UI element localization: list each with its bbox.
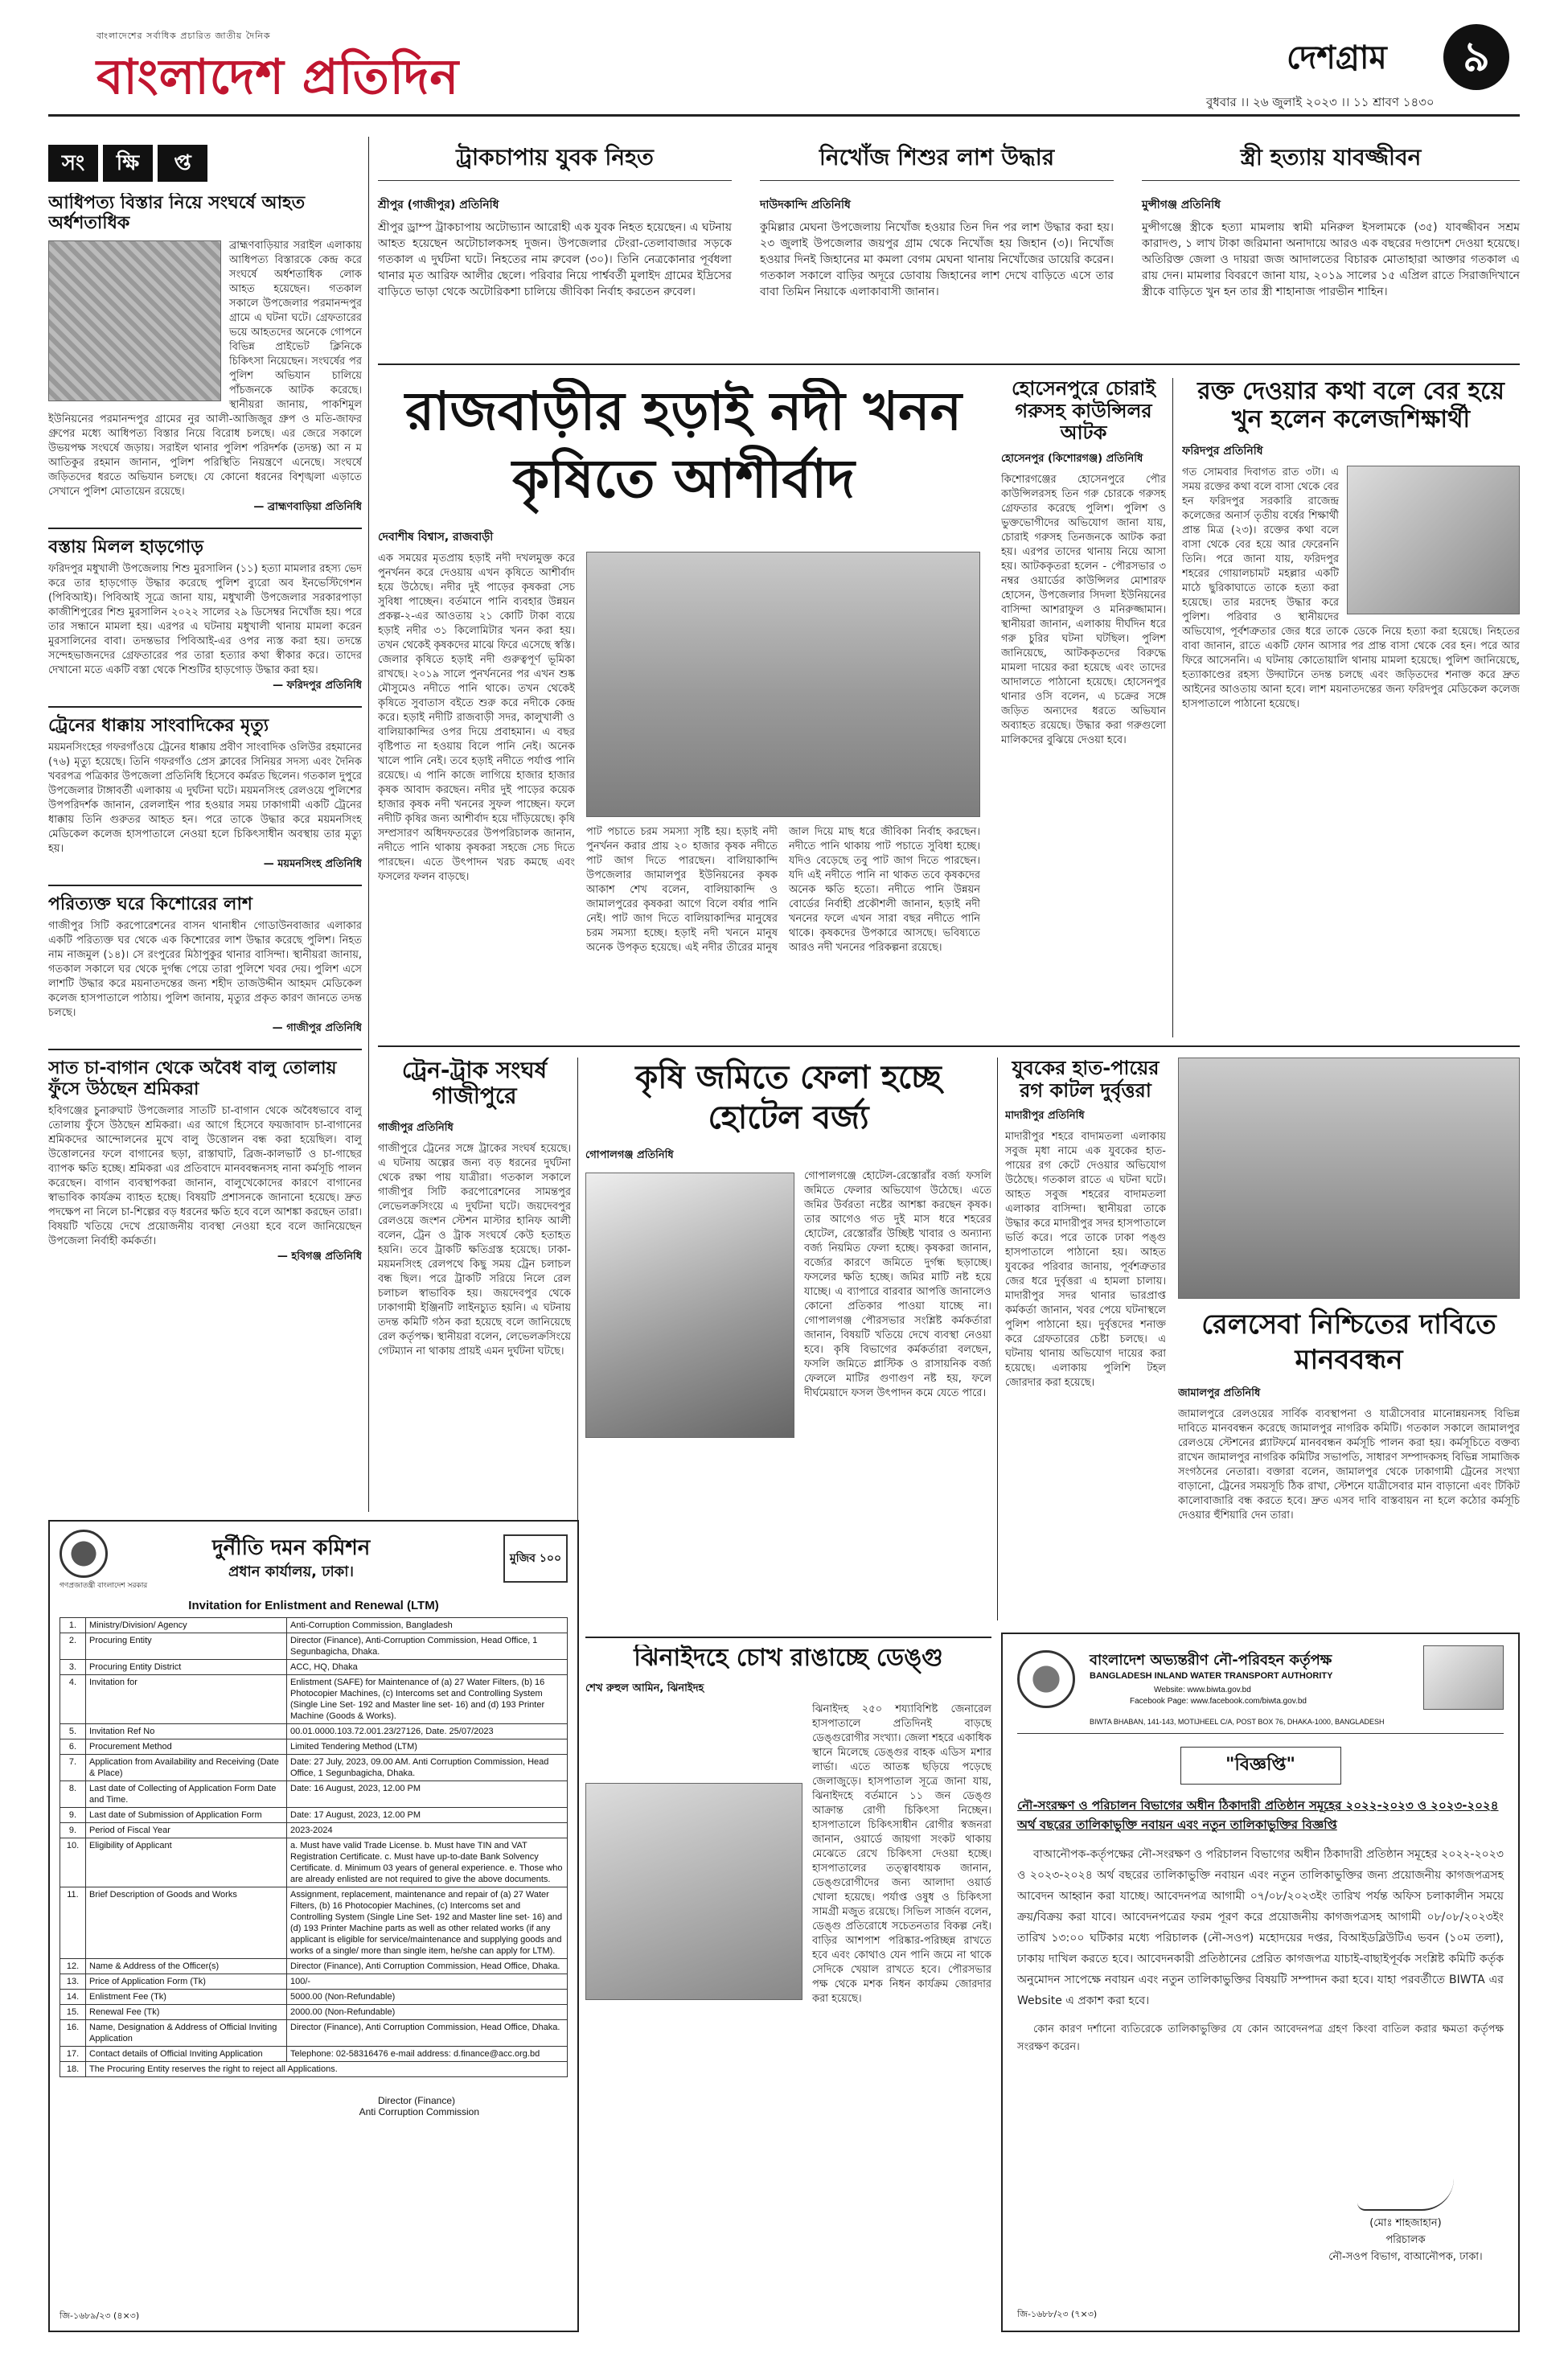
story-chor [1001, 378, 1166, 1037]
ltm-row [60, 2020, 568, 2047]
ltm-row-label: Last date of Collecting of Application Form Date and Time. [86, 1781, 287, 1808]
ltm-row-value: Anti-Corruption Commission, Bangladesh [287, 1618, 568, 1633]
top-story-title: নিখোঁজ শিশুর লাশ উদ্ধার [760, 137, 1114, 181]
ltm-row-value: Limited Tendering Method (LTM) [287, 1739, 568, 1755]
ltm-row-number: 4. [60, 1675, 86, 1724]
story-title: কৃষি জমিতে ফেলা হচ্ছে হোটেল বর্জ্য [635, 1059, 942, 1136]
ltm-heading: Invitation for Enlistment and Renewal (LTM) [188, 1599, 439, 1612]
top-story-1 [378, 137, 732, 354]
mujib-portrait [1423, 1645, 1504, 1710]
lead-photo [586, 552, 980, 817]
ltm-row-number: 16. [60, 2020, 86, 2047]
biwta-website: Website: www.biwta.gov.bd [1154, 1686, 1251, 1694]
story-body: মাদারীপুর শহরে বাদামতলা এলাকায় সবুজ মৃধা নামে এক যুবকের হাত-পায়ের রগ কেটে দেওয়ার অভিযোগ উঠেছে। গতকাল রাতে এ ঘটনা ঘটে। আহত সবুজ শহরের বাদামতলা এলাকার বাসিন্দা। স্থানীয়রা তাকে উদ্ধার করে মাদারীপুর সদর হাসপাতালে ভর্তি করে। পরে তাকে ঢাকা পঙ্গু হাসপাতালে পাঠানো হয়। আহত যুবকের পরিবার জানায়, পূর্বশত্রুতার জের ধরে দুর্বৃত্তরা এ হামলা চালায়। মাদারীপুর সদর থানার ভারপ্রাপ্ত কর্মকর্তা জানান, খবর পেয়ে ঘটনাস্থলে পুলিশ পাঠানো হয়। দুর্বৃত্তদের শনাক্ত করে গ্রেফতারের চেষ্টা চলছে। এ ঘটনায় থানায় অভিযোগ দায়ের করা হয়েছে। এলাকায় পুলিশি টহল জোরদার করা হয়েছে। [1005, 1131, 1166, 1390]
bd-govt-logo-icon [60, 1530, 108, 1578]
story-body: কিশোরগঞ্জের হোসেনপুরে পৌর কাউন্সিলরসহ তিন গরু চোরকে গরুসহ গ্রেফতার করেছে পুলিশ। পুলিশ ও ভুক্তভোগীদের অভিযোগ জানা যায়, চোরাই গরুসহ তিনজনকে আটক করা হয়। এরপর তাদের থানায় নিয়ে আসা হয়। আটককৃতরা হলেন - পৌরসভার ৩ নম্বর ওয়ার্ডের কাউন্সিলর মোশারফ হোসেন, উপজেলার সিদলা ইউনিয়নের বাসিন্দা আশরাফুল ও মনিরুজ্জামান। স্থানীয়রা জানান, এলাকায় দীর্ঘদিন ধরে গরু চুরির ঘটনা ঘটছিল। পুলিশ জানিয়েছে, আটককৃতদের বিরুদ্ধে মামলা দায়ের করা হয়েছে এবং তাদের আদালতে পাঠানো হয়েছে। হোসেনপুর থানার ওসি বলেন, এ চক্রের সঙ্গে জড়িত অন্যদের ধরতে অভিযান অব্যাহত রয়েছে। উদ্ধার করা গরুগুলো মালিকদের বুঝিয়ে দেওয়া হবে। [1001, 473, 1166, 746]
ltm-row-value: Director (Finance), Anti Corruption Commission, Head Office, Dhaka. [287, 1959, 568, 1974]
ltm-row-label: Enlistment Fee (Tk) [86, 1990, 287, 2005]
biwta-body: বাআনৌপক-কর্তৃপক্ষের নৌ-সংরক্ষণ ও পরিচালন বিভাগের অধীন ঠিকাদারী প্রতিষ্ঠান সমূহের ২০২২-২০২৩ ও ২০২৩-২০২৪ অর্থ বছরের তালিকাভুক্তি নবায়ন এবং নতুন তালিকাভুক্তির জন্য প্রয়োজনীয় কাগজপত্রসহ আবেদন আহ্বান করা যাচ্ছে। আবেদনপত্র আগামী ০৭/০৮/২০২৩ইং তারিখ পর্যন্ত অফিস চলাকালীন সময়ে ক্রয়/বিক্রয় করা যাবে। আবেদনপত্রের ফরম পূরণ করে প্রয়োজনীয় কাগজপত্রসহ আগামী ০৮/০৮/২০২৩ইং তারিখ ১৩:০০ ঘটিকার মধ্যে পরিচালক (নৌ-সওপ) মহোদয়ের দপ্তর, বিআইডব্লিউটিএ ভবন (১০ম তলা), ঢাকায় দাখিল করতে হবে। আবেদনকারী প্রতিষ্ঠানের প্রেরিত কাগজপত্র যাচাই-বাছাইপূর্বক সংশ্লিষ্ট কমিটি কর্তৃক অনুমোদন সাপেক্ষে নবায়ন এবং নতুন তালিকাভুক্তির বিষয়টি সম্পাদন করা হবে। যাহা পরবর্তীতে BIWTA এর Website এ প্রকাশ করা হবে। [1017, 1848, 1504, 2007]
story-body: ঝিনাইদহ ২৫০ শয্যাবিশিষ্ট জেনারেল হাসপাতালে প্রতিদিনই বাড়ছে ডেঙ্গুরোগীর সংখ্যা। জেলা শহরে একাধিক স্থানে মিলেছে ডেঙ্গুর বাহক এডিস মশার লার্ভা। এতে আতঙ্ক ছড়িয়ে পড়েছে জেলাজুড়ে। হাসপাতাল সূত্রে জানা যায়, ঝিনাইদহে বর্তমানে ১১ জন ডেঙ্গু আক্রান্ত রোগী চিকিৎসা নিচ্ছেন। হাসপাতালে চিকিৎসাধীন রোগীর স্বজনরা জানান, ওয়ার্ডে জায়গা সংকট থাকায় মেঝেতে রেখে চিকিৎসা দেওয়া হচ্ছে। হাসপাতালের তত্ত্বাবধায়ক জানান, ডেঙ্গুরোগীদের জন্য আলাদা ওয়ার্ড খোলা হয়েছে। পর্যাপ্ত ওষুধ ও চিকিৎসা সামগ্রী মজুত রয়েছে। সিভিল সার্জন বলেন, ডেঙ্গু প্রতিরোধে সচেতনতার বিকল্প নেই। বাড়ির আশপাশ পরিষ্কার-পরিচ্ছন্ন রাখতে হবে এবং কোথাও যেন পানি জমে না থাকে সেদিকে খেয়াল রাখতে হবে। পৌরসভার পক্ষ থেকে মশক নিধন কার্যক্রম জোরদার করা হয়েছে। [812, 1702, 991, 2005]
lead-headline: রাজবাড়ীর হড়াই নদী খনন কৃষিতে আশীর্বাদ [405, 380, 962, 510]
ltm-table [60, 1617, 568, 2077]
ltm-row [60, 1633, 568, 1660]
story-body: গাজীপুরে ট্রেনের সঙ্গে ট্রাকের সংঘর্ষ হয়েছে। এ ঘটনায় অল্পের জন্য বড় ধরনের দুর্ঘটনা থেকে রক্ষা পায় যাত্রীরা। গতকাল সকালে গাজীপুর সিটি করপোরেশনের সামন্তপুর লেভেলক্রসিংয়ে এ দুর্ঘটনা ঘটে। জয়দেবপুর রেলওয়ে জংশন স্টেশন মাস্টার হানিফ আলী বলেন, ট্রেন ও ট্রাক সংঘর্ষে কেউ হতাহত হয়নি। তবে ট্রাকটি ক্ষতিগ্রস্ত হয়েছে। ঢাকা-ময়মনসিংহ রেলপথে কিছু সময় ট্রেন চলাচল বন্ধ ছিল। পরে ট্রাকটি সরিয়ে নিলে রেল চলাচল স্বাভাবিক হয়। জয়দেবপুর থেকে ঢাকাগামী ইঞ্জিনটি লাইনচ্যুত হয়নি। এ ঘটনায় তদন্ত কমিটি গঠন করা হয়েছে বলে জানিয়েছে রেল কর্তৃপক্ষ। স্থানীয়রা বলেন, লেভেলক্রসিংয়ে গেটম্যান না থাকায় প্রায়ই এমন দুর্ঘটনা ঘটছে। [378, 1143, 571, 1358]
page-number [1443, 24, 1509, 90]
story-dengue [585, 1645, 991, 2280]
ltm-row-number: 9. [60, 1808, 86, 1823]
col-rule [1172, 378, 1173, 1037]
hotel-waste-photo [585, 1173, 794, 1438]
ltm-row [60, 1739, 568, 1755]
ltm-row [60, 1838, 568, 1887]
date-line: বুধবার ।। ২৬ জুলাই ২০২৩ ।। ১১ শ্রাবণ ১৪৩০ [1206, 95, 1435, 109]
brief-body: ব্রাহ্মণবাড়িয়ার সরাইল এলাকায় আধিপত্য বিস্তারকে কেন্দ্র করে সংঘর্ষে অর্ধশতাধিক লোক আহত হয়েছেন। গতকাল সকালে উপজেলার পরমানন্দপুর গ্রামে এ ঘটনা ঘটে। গ্রেফতারের ভয়ে আহতদের অনেকে গোপনে বিভিন্ন প্রাইভেট ক্লিনিকে চিকিৎসা নিয়েছেন। সংঘর্ষের পর পুলিশ অভিযান চালিয়ে পাঁচজনকে আটক করেছে। স্থানীয়রা জানায়, পাকশিমুল ইউনিয়নের পরমানন্দপুর গ্রামের নুর আলী-আজিজুর গ্রুপ ও মতি-জাফর গ্রুপের মধ্যে আধিপত্য বিস্তার নিয়ে বিরোধ চলছে। এর জেরে সকালে উভয়পক্ষ সংঘর্ষে জড়ায়। সরাইল থানার পুলিশ পরিদর্শক (তদন্ত) আ ন ম আতিকুর রহমান জানান, পুলিশ পরিস্থিতি নিয়ন্ত্রণে এনেছে। সংঘর্ষে জড়িতদের ধরতে অভিযান চলছে। যে কোনো ধরনের বিশৃঙ্খলা এড়াতে সেখানে পুলিশ মোতায়েন রয়েছে। [48, 239, 362, 498]
brief-body: হবিগঞ্জের চুনারুঘাট উপজেলার সাতটি চা-বাগান থেকে অবৈধভাবে বালু তোলায় ফুঁসে উঠছেন শ্রমিকরা। এর আগে হিসেবে ফয়জাবাদ চা-বাগানের শ্রমিকদের আন্দোলনের মুখে বালু উত্তোলন বন্ধ করা হয়েছিল। বালু উত্তোলনের ফলে বাগানের ছড়া, রাস্তাঘাট, ব্রিজ-কালভার্ট ও চা-গাছের ব্যাপক ক্ষতি হচ্ছে। শ্রমিকরা এর প্রতিবাদে মানববন্ধনসহ নানা কর্মসূচি পালন করেছেন। বাগান ব্যবস্থাপকরা জানান, বালুখেকোদের কারণে বাগানের স্বাভাবিক কার্যক্রম ব্যাহত হচ্ছে। বিষয়টি প্রশাসনকে জানানো হয়েছে। দ্রুত পদক্ষেপ না নিলে চা-শিল্পের বড় ধরনের ক্ষতি হবে বলে আশঙ্কা করছেন তারা। বিষয়টি খতিয়ে দেখে প্রয়োজনীয় ব্যবস্থা নেওয়া হবে বলে জানিয়েছেন উপজেলা নির্বাহী কর্মকর্তা। [48, 1105, 362, 1248]
ltm-row-label: Invitation Ref No [86, 1724, 287, 1739]
brief-body: গাজীপুর সিটি করপোরেশনের বাসন থানাধীন গোডাউনবাজার এলাকার একটি পরিত্যক্ত ঘর থেকে এক কিশোরের লাশ উদ্ধার করেছে পুলিশ। নিহত নাম নাজমুল (১৪)। সে রংপুরের মিঠাপুকুর থানার বাসিন্দা। স্থানীয়রা জানায়, গতকাল সকালে ঘর থেকে দুর্গন্ধ পেয়ে তারা পুলিশে খবর দেয়। পুলিশ এসে লাশটি উদ্ধার করে ময়নাতদন্তের জন্য শহীদ তাজউদ্দীন আহমদ মেডিকেল কলেজ হাসপাতালে পাঠায়। পুলিশ জানায়, মৃত্যুর প্রকৃত কারণ জানতে তদন্ত চলছে। [48, 920, 362, 1020]
ltm-row-value: Telephone: 02-58316476 e-mail address: d.finance@acc.org.bd [287, 2047, 568, 2062]
brief-item [48, 537, 362, 695]
ltm-row-number: 15. [60, 2005, 86, 2020]
brief-item [48, 193, 362, 516]
ltm-row-number: 1. [60, 1618, 86, 1633]
ltm-row-label: Renewal Fee (Tk) [86, 2005, 287, 2020]
brief-title: বস্তায় মিলল হাড়গোড় [48, 536, 204, 557]
biwta-advertisement [1001, 1633, 1520, 2332]
story-byline: শেখ রুহুল আমিন, ঝিনাইদহ [585, 1682, 704, 1694]
sign-name: (মোঃ শাহজাহান) [1369, 2217, 1442, 2229]
dengue-ward-photo [585, 1783, 802, 2000]
story-title: ট্রেন-ট্রাক সংঘর্ষ গাজীপুরে [401, 1058, 548, 1110]
story-title: ঝিনাইদহে চোখ রাঙাচ্ছে ডেঙ্গু [634, 1645, 943, 1672]
top-story-2 [760, 137, 1114, 354]
biwta-signature [1317, 2179, 1494, 2266]
sidebar-header-letter: প্ত [158, 145, 207, 182]
ltm-row-label: Name & Address of the Officer(s) [86, 1959, 287, 1974]
ltm-row-value: 2000.00 (Non-Refundable) [287, 2005, 568, 2020]
top-story-body: মুন্সীগঞ্জে স্ত্রীকে হত্যা মামলায় স্বামী মনিরুল ইসলামকে (৩৫) যাবজ্জীবন সশ্রম কারাদণ্ড, ১ লাখ টাকা জরিমানা অনাদায়ে আরও এক বছরের দণ্ডাদেশ দেওয়া হয়েছে। অতিরিক্ত জেলা ও দায়রা জজ আদালতের বিচারক মোতাহারা আক্তার গতকাল এ রায় দেন। মামলার বিবরণে জানা যায়, ২০১৯ সালের ১৫ এপ্রিল রাতে সিরাজদিখানে স্ত্রীকে বাড়িতে খুন হন তার স্ত্রী শাহানাজ পারভীন শাহিন। [1142, 221, 1520, 299]
story-byline: গোপালগঞ্জ প্রতিনিধি [585, 1149, 674, 1161]
victim-photo [1347, 466, 1520, 614]
ltm-row-value: 5000.00 (Non-Refundable) [287, 1990, 568, 2005]
ltm-row-number: 13. [60, 1974, 86, 1990]
ltm-row [60, 1675, 568, 1724]
sidebar-header-letter: ক্ষি [103, 145, 153, 182]
ltm-row-label: Name, Designation & Address of Official Inviting Application [86, 2020, 287, 2047]
biwta-note: কোন কারণ দর্শানো ব্যতিরেকে তালিকাভুক্তির যে কোন আবেদনপত্র গ্রহণ কিংবা বাতিল করার ক্ষমতা কর্তৃপক্ষ সংরক্ষণ করেন। [1017, 2023, 1504, 2053]
brief-title: আধিপত্য বিস্তার নিয়ে সংঘর্ষে আহত অর্ধশতাধিক [48, 193, 306, 234]
biwta-title-bn: বাংলাদেশ অভ্যন্তরীণ নৌ-পরিবহন কর্তৃপক্ষ [1090, 1652, 1332, 1669]
ltm-row-value: a. Must have valid Trade License. b. Must have TIN and VAT Registration Certificate. c. Must have up-to-date Bank Solvency Certificate. d. Minimum 03 years of general experience. e. Those who are already enlisted are not required to give the above documents. [287, 1838, 568, 1887]
top-story-byline: দাউদকান্দি প্রতিনিধি [760, 199, 851, 212]
ltm-row-value: 2023-2024 [287, 1823, 568, 1838]
ltm-row-label: Contact details of Official Inviting Application [86, 2047, 287, 2062]
ltm-row-number: 18. [60, 2062, 86, 2077]
ltm-row-label: Invitation for [86, 1675, 287, 1724]
mid-rule [378, 1045, 1520, 1047]
brief-item [48, 716, 362, 873]
story-byline: মাদারীপুর প্রতিনিধি [1005, 1110, 1085, 1123]
story-hotel [585, 1058, 991, 1629]
ltm-row-label: Brief Description of Goods and Works [86, 1887, 287, 1959]
sidebar-header [48, 145, 362, 185]
story-body: গত সোমবার দিবাগত রাত ৩টা। এ সময় রক্তের কথা বলে বাসা থেকে বের হন ফরিদপুর সরকারি রাজেন্দ্র কলেজের অনার্স তৃতীয় বর্ষের শিক্ষার্থী প্রান্ত মিত্র (২৩)। রক্তের কথা বলে বাসা থেকে বের হয়ে আর ফেরেননি তিনি। পরে জানা যায়, ফরিদপুর শহরের গোয়ালচামট মহল্লার একটি মাঠে ছুরিকাঘাতে তাকে হত্যা করা হয়েছে। তার মরদেহ উদ্ধার করে পুলিশ। পরিবার ও স্থানীয়দের অভিযোগ, পূর্বশত্রুতার জের ধরে তাকে ডেকে নিয়ে হত্যা করা হয়েছে। নিহতের বাবা জানান, রাতে একটি ফোন আসার পর প্রান্ত বাসা থেকে বের হন। পরে আর ফিরে আসেননি। এ ঘটনায় কোতোয়ালি থানায় মামলা হয়েছে। পুলিশ জানিয়েছে, হত্যাকাণ্ডের রহস্য উদ্ঘাটনে তদন্ত চলছে এবং জড়িতদের শনাক্ত করে দ্রুত আইনের আওতায় আনা হবে। লাশ ময়নাতদন্তের জন্য ফরিদপুর মেডিকেল কলেজ হাসপাতালে পাঠানো হয়েছে। [1182, 466, 1520, 710]
ltm-row [60, 1887, 568, 1959]
lead-story [378, 378, 989, 1037]
lead-byline: দেবাশীষ বিশ্বাস, রাজবাড়ী [378, 531, 494, 544]
hotel-rule [585, 1637, 991, 1638]
ltm-row-number: 3. [60, 1660, 86, 1675]
top-story-byline: মুন্সীগঞ্জ প্রতিনিধি [1142, 199, 1221, 212]
brief-title: ট্রেনের ধাক্কায় সাংবাদিকের মৃত্যু [48, 715, 269, 736]
ltm-row-number: 8. [60, 1781, 86, 1808]
ltm-row-number: 9. [60, 1823, 86, 1838]
ltm-row-value: Director (Finance), Anti Corruption Commission, Head Office, Dhaka. [287, 2020, 568, 2047]
lead-body-right: পাট পচাতে চরম সমস্যা সৃষ্টি হয়। হড়াই নদী পুনর্খনন করার প্রায় ২০ হাজার কৃষক নদীতে পাট জাগ দিতে পারছেন। বালিয়াকান্দি উপজেলার জামালপুর ইউনিয়নের কৃষক আকাশ শেখ বলেন, বালিয়াকান্দি ও জামালপুরের কৃষকরা আগে বিলে বর্ষার পানি নেই। পাট জাগ দিতে বালিয়াকান্দির মানুষের চরম সমস্যা হচ্ছে। হড়াই নদী খননে মানুষ অনেক উপকৃত হয়েছে। এই নদীর তীরের মানুষ জাল দিয়ে মাছ ধরে জীবিকা নির্বাহ করছেন। নদীতে পানি থাকায় পাট পচাতে সুবিধা হচ্ছে। যদিও বেড়েছে তবু পাট জাগ দিতে পারছেন। যদি এই নদীতে পানি না থাকত তবে কৃষকদের অনেক ক্ষতি হতো। নদীতে পানি উন্নয়ন বোর্ডের নির্বাহী প্রকৌশলী জানান, হড়াই নদী খননের ফলে এখন সারা বছর নদীতে পানি থাকে। কৃষকদের উপকারে আসছে। ভবিষ্যতে আরও নদী খননের পরিকল্পনা রয়েছে। [586, 826, 980, 954]
acc-signatory-org: Anti Corruption Commission [359, 2106, 479, 2117]
acc-ref: জি-১৬৮৯/২৩ (৪×৩) [60, 2310, 140, 2321]
top-story-byline: শ্রীপুর (গাজীপুর) প্রতিনিধি [378, 199, 499, 212]
ltm-row-value: Assignment, replacement, maintenance and repair of (a) 27 Water Filters, (b) 16 Photocopier Machines, (c) Intercoms set and Controlling System (Single Line Set- 192 and Master line set- 16) and (d) 193 Printer Machine parts as well as other related works (if any applicant is eligible for service/maintenance and supplying goods and works of a single/ more than single item, he/she can apply for LTM). [287, 1887, 568, 1959]
top-story-3 [1142, 137, 1520, 354]
ltm-row-label: Eligibility of Applicant [86, 1838, 287, 1887]
brief-credit: — ব্রাহ্মণবাড়িয়া প্রতিনিধি [253, 500, 362, 513]
ltm-row [60, 1755, 568, 1781]
brief-title: পরিত্যক্ত ঘরে কিশোরের লাশ [48, 894, 252, 915]
biwta-facebook: Facebook Page: www.facebook.com/biwta.gov.bd [1130, 1697, 1307, 1706]
ltm-row-number: 7. [60, 1755, 86, 1781]
ltm-row-value: 00.01.0000.103.72.001.23/27126, Date. 25/07/2023 [287, 1724, 568, 1739]
acc-signatory: Director (Finance) [377, 2095, 455, 2106]
acc-title: দুর্নীতি দমন কমিশন [212, 1536, 371, 1560]
biwta-headline: নৌ-সংরক্ষণ ও পরিচালন বিভাগের অধীন ঠিকাদারী প্রতিষ্ঠান সমূহের ২০২২-২০২৩ ও ২০২৩-২০২৪ অর্থ বছরের তালিকাভুক্তি নবায়ন এবং নতুন তালিকাভুক্তির বিজ্ঞপ্তি [1017, 1798, 1499, 1832]
ltm-row-value: 100/- [287, 1974, 568, 1990]
biwta-address: BIWTA BHABAN, 141-143, MOTIJHEEL C/A, POST BOX 76, DHAKA-1000, BANGLADESH [1090, 1718, 1385, 1726]
ltm-row-value: Date: 27 July, 2023, 09.00 AM. Anti Corruption Commission, Head Office, 1 Segunbagicha, Dhaka. [287, 1755, 568, 1781]
ltm-row [60, 2062, 568, 2077]
ltm-row-label: Procurement Method [86, 1739, 287, 1755]
brief-body: ফরিদপুর মধুখালী উপজেলায় শিশু মুরসালিন (১১) হত্যা মামলার রহস্য ভেদ করে তার হাড়গোড় উদ্ধার করেছে পুলিশ ব্যুরো অব ইনভেস্টিগেশন (পিবিআই)। পিবিআই সূত্রে জানা যায়, মধুখালী উপজেলার সরকারপাড়া কাজীশিপুরের শিশু মুরসালিন ২০২২ সালের ২৯ ডিসেম্বর নিখোঁজ হয়। পরে তার সন্ধানে মামলা হয়। এরপর এ ঘটনায় মধুখালী থানায় মামলা করেন মুরসালিনের বাবা। তদন্তভার পিবিআই-এর ওপর ন্যস্ত করা হয়। তদন্তে সন্দেহভাজনদের গ্রেফতারের পর তারা হত্যার কথা স্বীকার করে। তাদের দেখানো মতে একটি বস্তা থেকে শিশুটির হাড়গোড় উদ্ধার করা হয়। [48, 562, 362, 676]
ltm-row [60, 1660, 568, 1675]
brief-credit: — ফরিদপুর প্রতিনিধি [273, 679, 362, 692]
story-khun [1182, 378, 1520, 1037]
ltm-row-number: 12. [60, 1959, 86, 1974]
logo: বাংলাদেশ প্রতিদিন [96, 49, 460, 105]
story-title: হোসেনপুরে চোরাই গরুসহ কাউন্সিলর আটক [1012, 378, 1155, 445]
story-rail [1178, 1307, 1520, 1620]
biwta-logo-icon [1017, 1650, 1075, 1708]
brief-body: ময়মনসিংহের গফরগাঁওয়ে ট্রেনের ধাক্কায় প্রবীণ সাংবাদিক ওলিউর রহমানের (৭৬) মৃত্যু হয়েছে। তিনি গফরগাঁও প্রেস ক্লাবের সিনিয়র সদস্য এবং দৈনিক খবরপত্র পত্রিকার উপজেলা প্রতিনিধি হিসেবে কর্মরত ছিলেন। গতকাল দুপুরে উপজেলার টাঙ্গাবর্তী এলাকায় এ দুর্ঘটনা ঘটে। ময়মনসিংহ রেলওয়ে পুলিশের উপপরিদর্শক জানান, রেললাইন পার হওয়ার সময় ঢাকাগামী একটি ট্রেনের ধাক্কায় তিনি গুরুতর আহত হন। পরে তাকে উদ্ধার করে ময়মনসিংহ মেডিকেল কলেজ হাসপাতালে নেওয়া হলে চিকিৎসাধীন অবস্থায় তার মৃত্যু হয়। [48, 741, 362, 856]
logo-tagline: বাংলাদেশের সর্বাধিক প্রচারিত জাতীয় দৈনিক [96, 31, 271, 41]
ltm-row-label: Price of Application Form (Tk) [86, 1974, 287, 1990]
sign-title: পরিচালক [1385, 2234, 1426, 2246]
rally-photo [1178, 1058, 1520, 1299]
logo-caption: গণপ্রজাতন্ত্রী বাংলাদেশ সরকার [60, 1582, 148, 1590]
story-title: যুবকের হাত-পায়ের রগ কাটল দুর্বৃত্তরা [1012, 1058, 1160, 1102]
ltm-row [60, 1823, 568, 1838]
ltm-row [60, 1990, 568, 2005]
brief-credit: — গাজীপুর প্রতিনিধি [272, 1022, 362, 1035]
lead-body-left: এক সময়ের মৃতপ্রায় হড়াই নদী দখলমুক্ত করে পুনর্খনন করে দেওয়ায় এখন কৃষিতে আশীর্বাদ হয়ে উঠেছে। নদীর দুই পাড়ের কৃষকরা সেচ সুবিধা পাচ্ছেন। বর্তমানে পানি ব্যবহার উন্নয়ন প্রকল্প-২-এর আওতায় ২১ কোটি টাকা ব্যয়ে হড়াই নদীর ৩১ কিলোমিটার খনন করা হয়। তখন থেকেই কৃষকদের মাঝে ফিরে এসেছে স্বস্তি। জেলার কৃষিতে হড়াই নদী গুরুত্বপূর্ণ ভূমিকা রাখছে। ২০১৯ সালে পুনর্খননের পর এখন শুষ্ক মৌসুমেও নদীতে পানি থাকে। তখন থেকেই কৃষিতে সুবাতাস বইতে শুরু করে নদীকে কেন্দ্র করে। হড়াই নদীটি রাজবাড়ী সদর, কালুখালী ও বালিয়াকান্দির ওপর দিয়ে প্রবাহমান। এ বছর বৃষ্টিপাত না হওয়ায় বিলে পানি নেই। অনেক খালে পানি নেই। তবে হড়াই নদীতে পর্যাপ্ত পানি রয়েছে। এ পানি কাজে লাগিয়ে হাজার হাজার কৃষক আবাদ করছেন। নদীর দুই পাড়ের কয়েক হাজার কৃষক নদী খননের সুফল পাচ্ছেন। ফলে নদীটি কৃষির জন্য আশীর্বাদ হয়ে দাঁড়িয়েছে। কৃষি সম্প্রসারণ অধিদফতরের উপপরিচালক জানান, নদীতে পানি থাকায় কৃষকরা সহজে সেচ দিতে পারছেন। এতে উৎপাদন খরচ কমছে এবং ফসলের ফলন বাড়ছে। [378, 552, 575, 883]
story-byline: জামালপুর প্রতিনিধি [1178, 1387, 1261, 1399]
ltm-row-value: Date: 16 August, 2023, 12.00 PM [287, 1781, 568, 1808]
page-number-text: ৯ [1463, 33, 1490, 81]
ltm-row [60, 1959, 568, 1974]
masthead-rule [48, 114, 1520, 117]
story-title: রক্ত দেওয়ার কথা বলে বের হয়ে খুন হলেন কলেজশিক্ষার্থী [1197, 378, 1504, 433]
ltm-row-label: Procuring Entity [86, 1633, 287, 1660]
ltm-row-number: 14. [60, 1990, 86, 2005]
ltm-row-number: 11. [60, 1887, 86, 1959]
story-byline: হোসেনপুর (কিশোরগঞ্জ) প্রতিনিধি [1001, 452, 1143, 465]
acc-subtitle: প্রধান কার্যালয়, ঢাকা। [228, 1563, 354, 1580]
biwta-notice-label: "বিজ্ঞপ্তি" [1180, 1747, 1341, 1785]
ltm-row [60, 1618, 568, 1633]
story-title: রেলসেবা নিশ্চিতের দাবিতে মানববন্ধন [1201, 1308, 1496, 1376]
ltm-row-number: 6. [60, 1739, 86, 1755]
ltm-row-number: 17. [60, 2047, 86, 2062]
top-story-title: স্ত্রী হত্যায় যাবজ্জীবন [1142, 137, 1520, 181]
story-byline: গাজীপুর প্রতিনিধি [378, 1122, 454, 1135]
ltm-row [60, 1808, 568, 1823]
sidebar-header-letter: সং [48, 145, 98, 182]
sign-dept: নৌ-সওপ বিভাগ, বাআনৌপক, ঢাকা। [1328, 2251, 1483, 2263]
ltm-row [60, 1781, 568, 1808]
story-body: গোপালগঞ্জে হোটেল-রেস্তোরাঁর বর্জ্য ফসলি জমিতে ফেলার অভিযোগ উঠেছে। এতে জমির উর্বরতা নষ্টের আশঙ্কা করছেন কৃষক। তার আগেও গত দুই মাস ধরে শহরের হোটেল, রেস্তোরাঁর উচ্ছিষ্ট খাবার ও অন্যান্য বর্জ্য নিয়মিত ফেলা হচ্ছে। কৃষকরা জানান, বর্জ্যের কারণে জমিতে দুর্গন্ধ ছড়াচ্ছে। ফসলের ক্ষতি হচ্ছে। জমির মাটি নষ্ট হয়ে যাচ্ছে। এ ব্যাপারে বারবার আপত্তি জানালেও কোনো প্রতিকার পাওয়া যাচ্ছে না। গোপালগঞ্জ পৌরসভার সংশ্লিষ্ট কর্মকর্তারা জানান, বিষয়টি খতিয়ে দেখে ব্যবস্থা নেওয়া হবে। কৃষি বিভাগের কর্মকর্তারা বলছেন, ফসলি জমিতে প্লাস্টিক ও রাসায়নিক বর্জ্য ফেললে মাটির গুণাগুণ নষ্ট হয়, ফলে দীর্ঘমেয়াদে ফসল উৎপাদন কমে যেতে পারে। [804, 1170, 991, 1399]
story-byline: ফরিদপুর প্রতিনিধি [1182, 445, 1263, 458]
story-body: জামালপুরে রেলওয়ের সার্বিক ব্যবস্থাপনা ও যাত্রীসেবার মানোন্নয়নসহ বিভিন্ন দাবিতে মানববন্ধন করেছে জামালপুর নাগরিক কমিটি। গতকাল সকালে জামালপুর রেলওয়ে স্টেশনের প্ল্যাটফর্মে মানববন্ধন কর্মসূচি পালন করা হয়। কর্মসূচিতে বক্তব্য রাখেন জামালপুর নাগরিক কমিটির সভাপতি, সাধারণ সম্পাদকসহ বিভিন্ন সামাজিক সংগঠনের নেতারা। বক্তারা বলেন, জামালপুর থেকে ঢাকাগামী ট্রেনের সংখ্যা বাড়ানো, ট্রেনের সময়সূচি ঠিক রাখা, স্টেশনে যাত্রীসেবার মান বাড়ানো এবং টিকিট কালোবাজারি বন্ধ করতে হবে। দ্রুত এসব দাবি বাস্তবায়ন না হলে কঠোর কর্মসূচি দেওয়ার হুঁশিয়ারি দেন তারা। [1178, 1408, 1520, 1522]
story-rog [1005, 1058, 1166, 1620]
mujib-badge: মুজিব ১০০ [503, 1534, 568, 1583]
brief-item [48, 1058, 362, 1266]
signature-mark [1357, 2179, 1454, 2211]
top-row-rule [378, 363, 1520, 365]
ltm-row [60, 2005, 568, 2020]
ltm-row-label: Period of Fiscal Year [86, 1823, 287, 1838]
top-story-body: শ্রীপুর ড্রাম্প ট্রাকচাপায় অটোভ্যান আরোহী এক যুবক নিহত হয়েছেন। এ ঘটনায় আহত হয়েছেন অটোচালকসহ দুজন। উপজেলার টেংরা-তেলাবাজার সড়কে গতকাল এ দুর্ঘটনা ঘটে। নিহতের নাম রুবেল (৩০)। তিনি নেত্রকোনার পূর্বধলা থানার মৃত আরিফ আলীর ছেলে। পরিবার নিয়ে পার্শ্ববর্তী মুলাইদ গ্রামের ইদ্রিসের বাড়িতে ভাড়া থেকে অটোরিকশা চালিয়ে জীবিকা নির্বাহ করতেন রুবেল। [378, 221, 732, 299]
biwta-title-en: BANGLADESH INLAND WATER TRANSPORT AUTHORITY [1090, 1671, 1333, 1681]
brief-credit: — হবিগঞ্জ প্রতিনিধি [277, 1251, 362, 1263]
sidebar [48, 193, 362, 1512]
ltm-row-value: ACC, HQ, Dhaka [287, 1660, 568, 1675]
ltm-row-value: Enlistment (SAFE) for Maintenance of (a) 27 Water Filters, (b) 16 Photocopier Machines, (c) Intercoms set and Controlling System (Single Line Set- 192 and Master line set- 16) and (d) 193 Printer Machine (Goods & Works). [287, 1675, 568, 1724]
ltm-row-value: Director (Finance), Anti-Corruption Commission, Head Office, 1 Segunbagicha, Dhaka. [287, 1633, 568, 1660]
ltm-row [60, 1724, 568, 1739]
ltm-row-number: 10. [60, 1838, 86, 1887]
brief-title: সাত চা-বাগান থেকে অবৈধ বালু তোলায় ফুঁসে উঠছেন শ্রমিকরা [48, 1058, 337, 1099]
ltm-row [60, 2047, 568, 2062]
ltm-row [60, 1974, 568, 1990]
col-rule [997, 1058, 998, 1620]
top-story-title: ট্রাকচাপায় যুবক নিহত [378, 137, 732, 181]
ltm-row-value: Date: 17 August, 2023, 12.00 PM [287, 1808, 568, 1823]
top-story-body: কুমিল্লার মেঘনা উপজেলায় নিখোঁজ হওয়ার তিন দিন পর লাশ উদ্ধার করা হয়। ২৩ জুলাই উপজেলার জয়পুর গ্রাম থেকে নিখোঁজ হয় জিহান (৩)। নিখোঁজ হওয়ার দিনই জিহানের মা কমলা বেগম মেঘনা থানায় নিখোঁজের ডায়েরি করেন। গতকাল সকালে বাড়ির অদূরে ডোবায় জিহানের লাশ দেখে বাড়িতে এসে তার বাবা তিমিন নিয়াকে এলাকাবাসী জানান। [760, 221, 1114, 299]
ltm-row-number: 5. [60, 1724, 86, 1739]
ltm-row-label: Application from Availability and Receiving (Date & Place) [86, 1755, 287, 1781]
ltm-row-label: Ministry/Division/ Agency [86, 1618, 287, 1633]
ltm-row-label: Last date of Submission of Application Form [86, 1808, 287, 1823]
brief-photo [48, 240, 221, 401]
ltm-row-label: Procuring Entity District [86, 1660, 287, 1675]
section-name: দেশগ্রাম [1287, 39, 1387, 76]
brief-item [48, 894, 362, 1037]
sidebar-rule [368, 137, 369, 1512]
masthead [48, 23, 1520, 111]
brief-credit: — ময়মনসিংহ প্রতিনিধি [263, 858, 362, 871]
biwta-ref: জি-১৬৮৮/২৩ (৭×৩) [1017, 2309, 1098, 2319]
ltm-row-label: The Procuring Entity reserves the right to reject all Applications. [86, 2062, 568, 2077]
acc-advertisement [48, 1520, 579, 2332]
ltm-row-number: 2. [60, 1633, 86, 1660]
